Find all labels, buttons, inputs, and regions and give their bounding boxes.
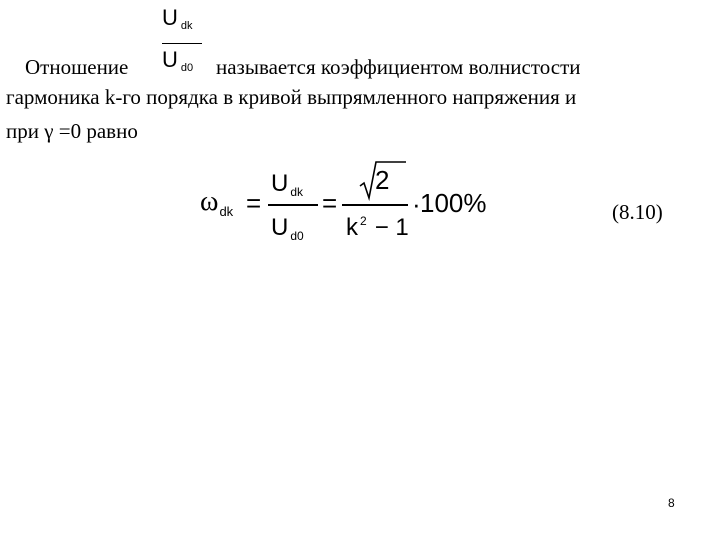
minus-one: − 1: [374, 214, 409, 241]
exponent-2: 2: [360, 214, 367, 228]
inline-fraction: [162, 6, 206, 78]
paragraph-line-3: при γ =0 равно: [6, 119, 138, 143]
subscript-dk: dk: [219, 204, 234, 219]
inline-fraction-numerator: [162, 6, 193, 34]
equals-sign-1: =: [246, 188, 262, 218]
omega-dk: [200, 187, 233, 221]
page-number: 8: [668, 496, 675, 510]
fraction-bar: [162, 43, 202, 44]
equation-number: (8.10): [612, 200, 663, 224]
fraction2-bar: [342, 204, 408, 206]
subscript-dk: dk: [180, 20, 193, 32]
symbol-u: U: [162, 47, 178, 72]
symbol-omega: ω: [200, 186, 219, 217]
text-called-coefficient: называется коэффициентом волнистости: [216, 55, 581, 79]
subscript-d0: d0: [290, 229, 304, 243]
equation-8-10: [196, 158, 496, 248]
paragraph-line-2: гармоника k-го порядка в кривой выпрямленного напряжения и: [6, 85, 577, 109]
equals-sign-2: =: [322, 188, 338, 218]
subscript-dk: dk: [290, 185, 304, 199]
sqrt-radicand: 2: [375, 165, 390, 195]
symbol-u: U: [271, 214, 289, 241]
fraction1-denominator: [271, 215, 304, 244]
fraction2-denominator: [346, 215, 409, 244]
text-otnoshenie: Отношение: [25, 55, 129, 79]
symbol-u: U: [162, 5, 178, 30]
multiply-dot: ·: [412, 189, 421, 219]
subscript-d0: d0: [180, 62, 194, 74]
percent-value: 100%: [420, 188, 487, 218]
symbol-k: k: [346, 214, 358, 241]
symbol-u: U: [271, 170, 289, 197]
fraction1-numerator: [271, 171, 303, 200]
inline-fraction-denominator: [162, 48, 193, 76]
fraction1-bar: [268, 204, 318, 206]
